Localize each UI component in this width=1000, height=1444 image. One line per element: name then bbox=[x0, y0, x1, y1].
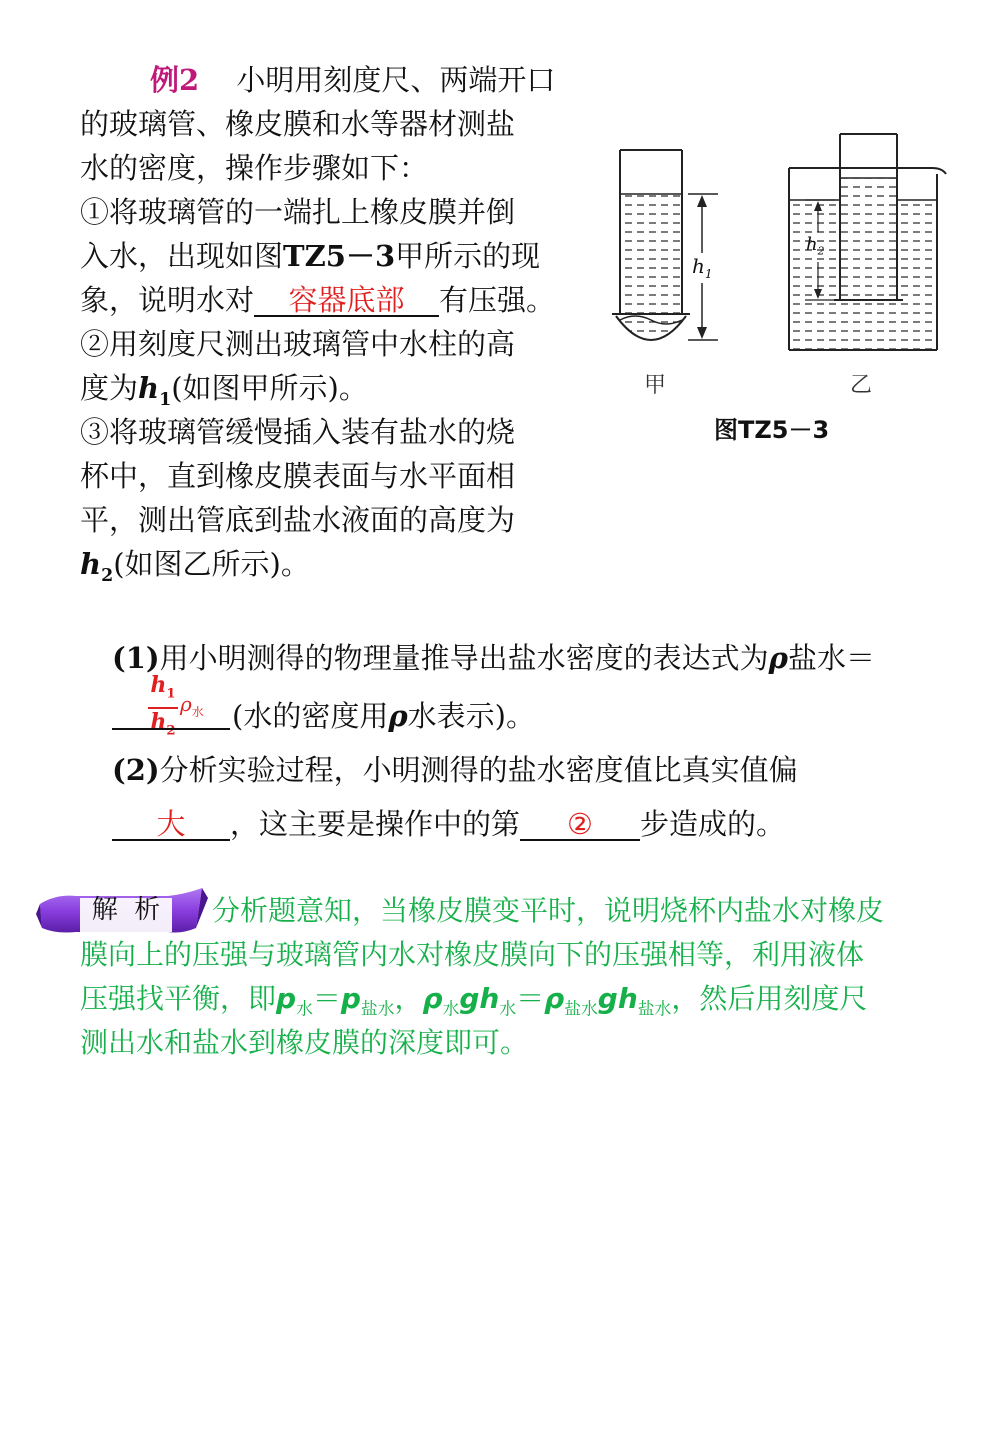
figure-tz5-3 bbox=[600, 128, 960, 398]
step3-line-3: 平，测出管底到盐水液面的高度为 bbox=[80, 503, 516, 537]
h2-label: $h_2$ bbox=[806, 234, 825, 258]
answer-blank-3: ② bbox=[520, 809, 640, 841]
h1-label: $h_1$ bbox=[692, 254, 713, 281]
step3-line-1: ③将玻璃管缓慢插入装有盐水的烧 bbox=[80, 415, 516, 449]
analysis-line-2: 膜向上的压强与玻璃管内水对橡皮膜向下的压强相等，利用液体 bbox=[80, 938, 865, 971]
analysis-line-3: 压强找平衡，即$p_水=p_{盐水}$，$\rho_水gh_水=\rho_{盐水}gh_{盐水}$，然后用刻度尺 bbox=[80, 982, 868, 1019]
step1-line-1: ①将玻璃管的一端扎上橡皮膜并倒 bbox=[80, 195, 516, 229]
figure-label-jia: 甲 bbox=[644, 373, 667, 398]
analysis-line-1: 分析题意知，当橡皮膜变平时，说明烧杯内盐水对橡皮 bbox=[212, 894, 885, 927]
problem-line-2: 的玻璃管、橡皮膜和水等器材测盐 bbox=[80, 107, 516, 141]
q1-answer-fraction: $h_1$ $h_2$ bbox=[146, 672, 180, 745]
answer-blank-2: 大 bbox=[112, 809, 230, 841]
figure-label-yi: 乙 bbox=[850, 373, 873, 398]
figure-caption: 图TZ5－3 bbox=[714, 416, 830, 444]
q2-line-1: (2)分析实验过程，小明测得的盐水密度值比真实值偏 bbox=[112, 753, 798, 787]
q1-line-1: (1)用小明测得的物理量推导出盐水密度的表达式为ρ盐水＝ bbox=[112, 641, 875, 675]
tube-jia bbox=[612, 150, 690, 340]
step1-line-3: 象，说明水对 容器底部 有压强。 bbox=[80, 283, 556, 317]
q1-answer-underline bbox=[112, 728, 230, 730]
problem-line-1: 例2 小明用刻度尺、两端开口 bbox=[150, 63, 556, 97]
q1-line-2: (水的密度用ρ水表示)。 bbox=[232, 699, 535, 733]
step1-line-2: 入水，出现如图TZ5－3甲所示的现 bbox=[80, 239, 541, 273]
step2-line-1: ②用刻度尺测出玻璃管中水柱的高 bbox=[80, 327, 516, 361]
q2-line-2: 大 ，这主要是操作中的第 ② 步造成的。 bbox=[112, 802, 785, 846]
tube-yi bbox=[834, 134, 903, 300]
q1-answer-rho: $\rho_水$ bbox=[180, 692, 204, 719]
analysis-badge: 解 析 bbox=[91, 895, 161, 925]
figure-ref: TZ5－3 bbox=[283, 239, 396, 273]
analysis-line-4: 测出水和盐水到橡皮膜的深度即可。 bbox=[80, 1026, 529, 1059]
answer-blank-1: 容器底部 bbox=[254, 285, 439, 317]
example-label: 例2 bbox=[150, 63, 200, 97]
step3-line-4: $h_2$(如图乙所示)。 bbox=[80, 547, 310, 586]
step2-line-2: 度为$h_1$(如图甲所示)。 bbox=[80, 371, 368, 410]
problem-line-3: 水的密度，操作步骤如下： bbox=[80, 151, 429, 185]
step3-line-2: 杯中，直到橡皮膜表面与水平面相 bbox=[80, 459, 516, 493]
